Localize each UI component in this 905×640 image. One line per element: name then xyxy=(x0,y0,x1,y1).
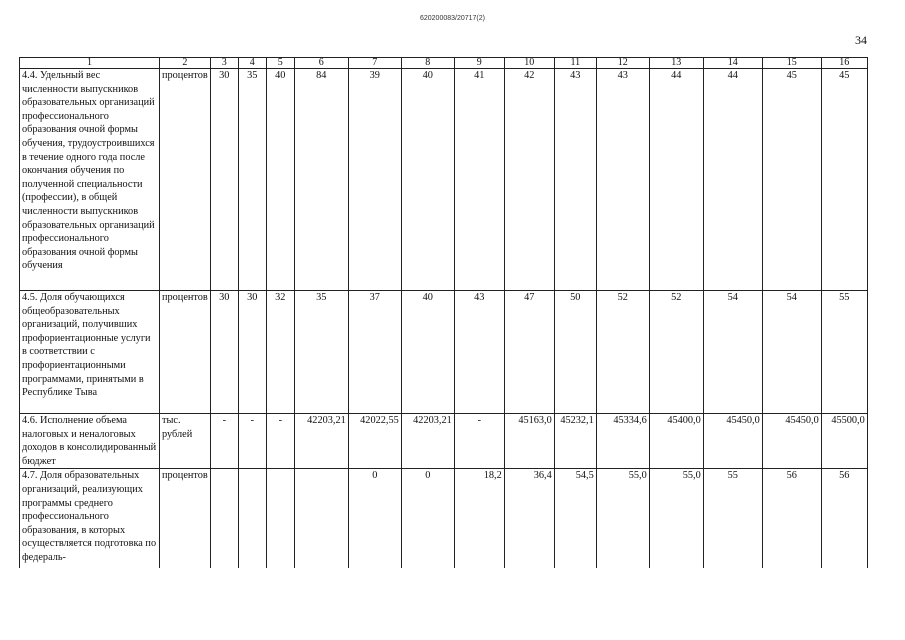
value-cell: 54,5 xyxy=(554,469,596,569)
value-cell xyxy=(266,469,294,569)
value-cell: 54 xyxy=(703,291,762,414)
table-header-row xyxy=(20,58,868,69)
value-cell: 30 xyxy=(210,291,238,414)
value-cell: 36,4 xyxy=(504,469,554,569)
value-cell: 45450,0 xyxy=(703,414,762,469)
column-header: 12 xyxy=(596,58,649,69)
value-cell: 55 xyxy=(703,469,762,569)
value-cell: 45 xyxy=(821,69,867,291)
value-cell: 45232,1 xyxy=(554,414,596,469)
value-cell: 37 xyxy=(348,291,401,414)
value-cell: 54 xyxy=(762,291,821,414)
value-cell: - xyxy=(454,414,504,469)
table-row xyxy=(20,469,868,569)
unit-cell: процентов xyxy=(160,291,211,414)
indicator-name: 4.4. Удельный вес численности выпускников образовательных организаций профессионального образования очной формы обучения, трудоустроившихся в течение одного года после окончания обучения по полученной специальности (профессии), в общей численности выпускников образовательных организаций профессионального образования очной формы обучения xyxy=(20,69,160,291)
column-header: 13 xyxy=(649,58,703,69)
unit-cell: тыс. рублей xyxy=(160,414,211,469)
value-cell: 55,0 xyxy=(649,469,703,569)
column-header: 15 xyxy=(762,58,821,69)
value-cell: 30 xyxy=(238,291,266,414)
column-header: 4 xyxy=(238,58,266,69)
column-header: 14 xyxy=(703,58,762,69)
value-cell: - xyxy=(238,414,266,469)
value-cell: 47 xyxy=(504,291,554,414)
value-cell: 30 xyxy=(210,69,238,291)
value-cell: 40 xyxy=(266,69,294,291)
value-cell: 45500,0 xyxy=(821,414,867,469)
indicators-table xyxy=(19,57,868,568)
value-cell xyxy=(210,469,238,569)
value-cell xyxy=(238,469,266,569)
value-cell: 43 xyxy=(596,69,649,291)
table-row xyxy=(20,414,868,469)
indicator-name: 4.7. Доля образовательных организаций, реализующих программы среднего профессионального образования, в которых осуществляется подготовка по федераль- xyxy=(20,469,160,569)
value-cell: 39 xyxy=(348,69,401,291)
indicator-name: 4.5. Доля обучающихся общеобразовательных организаций, получивших профориентационные услуги в соответствии с профориентационными программами, принятыми в Республике Тыва xyxy=(20,291,160,414)
document-id: 620200083/20717(2) xyxy=(419,15,485,22)
value-cell: 40 xyxy=(401,291,454,414)
value-cell: - xyxy=(266,414,294,469)
column-header: 8 xyxy=(401,58,454,69)
column-header: 3 xyxy=(210,58,238,69)
value-cell: 0 xyxy=(401,469,454,569)
column-header: 9 xyxy=(454,58,504,69)
value-cell: 56 xyxy=(821,469,867,569)
value-cell: 45400,0 xyxy=(649,414,703,469)
unit-cell: процентов xyxy=(160,469,211,569)
value-cell: 41 xyxy=(454,69,504,291)
value-cell: 35 xyxy=(238,69,266,291)
value-cell: 52 xyxy=(649,291,703,414)
value-cell xyxy=(294,469,348,569)
column-header: 7 xyxy=(348,58,401,69)
value-cell: 42203,21 xyxy=(401,414,454,469)
value-cell: 18,2 xyxy=(454,469,504,569)
value-cell: 45334,6 xyxy=(596,414,649,469)
value-cell: 44 xyxy=(703,69,762,291)
value-cell: 0 xyxy=(348,469,401,569)
column-header: 1 xyxy=(20,58,160,69)
value-cell: 32 xyxy=(266,291,294,414)
value-cell: 43 xyxy=(454,291,504,414)
value-cell: 50 xyxy=(554,291,596,414)
value-cell: 42022,55 xyxy=(348,414,401,469)
value-cell: 44 xyxy=(649,69,703,291)
value-cell: 52 xyxy=(596,291,649,414)
value-cell: 40 xyxy=(401,69,454,291)
value-cell: - xyxy=(210,414,238,469)
value-cell: 45163,0 xyxy=(504,414,554,469)
value-cell: 56 xyxy=(762,469,821,569)
column-header: 6 xyxy=(294,58,348,69)
column-header: 2 xyxy=(160,58,211,69)
column-header: 11 xyxy=(554,58,596,69)
table-row xyxy=(20,291,868,414)
column-header: 16 xyxy=(821,58,867,69)
indicator-name: 4.6. Исполнение объема налоговых и неналоговых доходов в консолидированный бюджет xyxy=(20,414,160,469)
value-cell: 55,0 xyxy=(596,469,649,569)
value-cell: 43 xyxy=(554,69,596,291)
table-row xyxy=(20,69,868,291)
value-cell: 42 xyxy=(504,69,554,291)
value-cell: 84 xyxy=(294,69,348,291)
value-cell: 55 xyxy=(821,291,867,414)
column-header: 10 xyxy=(504,58,554,69)
value-cell: 45 xyxy=(762,69,821,291)
value-cell: 45450,0 xyxy=(762,414,821,469)
unit-cell: процентов xyxy=(160,69,211,291)
page-number: 34 xyxy=(855,33,867,47)
column-header: 5 xyxy=(266,58,294,69)
value-cell: 42203,21 xyxy=(294,414,348,469)
value-cell: 35 xyxy=(294,291,348,414)
